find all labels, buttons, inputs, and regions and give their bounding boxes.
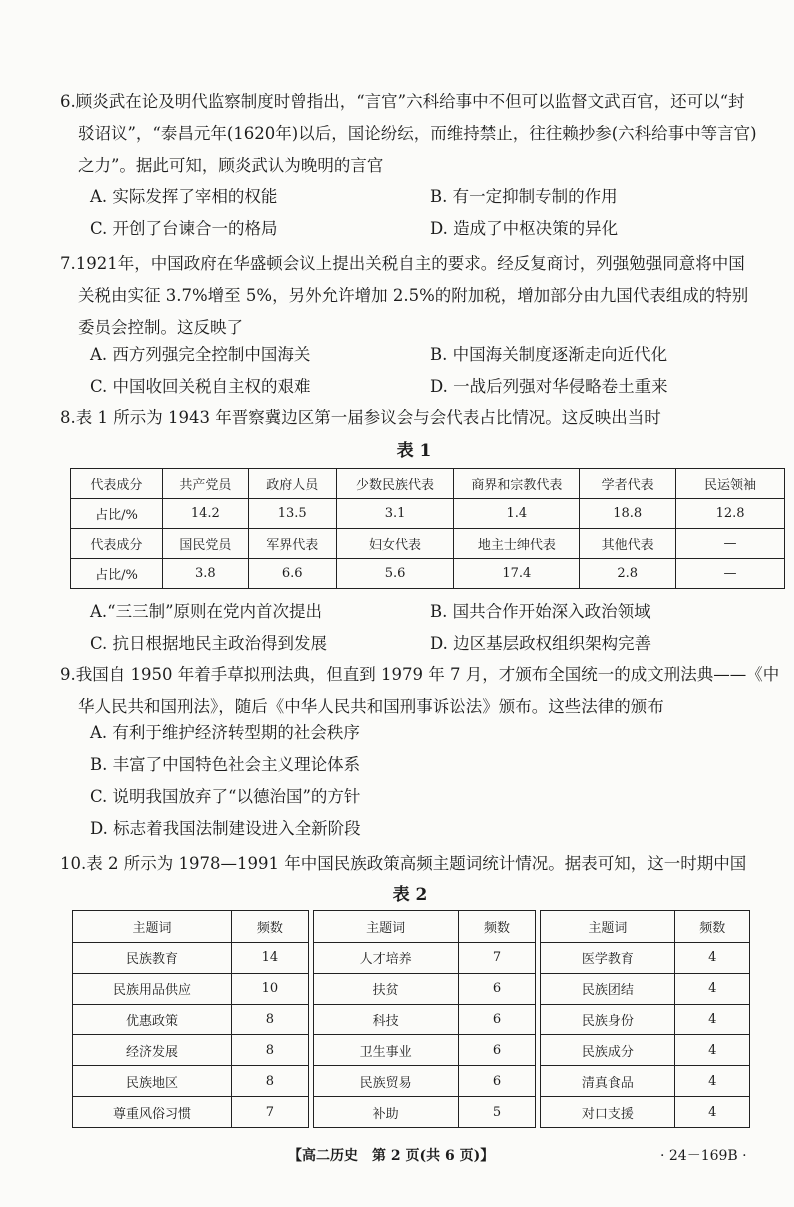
question-text-line: 之力”。据此可知，顾炎武认为晚明的言官 [78,156,384,175]
table-2-group-3 [540,910,750,1128]
table-row [313,1004,536,1035]
table-cell: 占比/% [71,559,163,589]
table-cell: 1.4 [454,499,580,529]
question-text-line: 关税由实征 3.7%增至 5%，另外允许增加 2.5%的附加税，增加部分由九国代表组成的特别 [78,286,749,305]
question-6-options [90,181,770,245]
option-b[interactable]: B. 国共合作开始深入政治领域 [430,602,651,621]
question-text-line: 8.表 1 所示为 1943 年晋察冀边区第一届参议会与会代表占比情况。这反映出当时 [60,408,661,427]
table-cell: 民族地区 [73,1066,232,1097]
table-cell: 学者代表 [580,469,676,499]
table-header-row [313,911,536,943]
table-cell: 代表成分 [71,529,163,559]
table-cell: 优惠政策 [73,1004,232,1035]
table-cell: 商界和宗教代表 [454,469,580,499]
table-row [313,973,536,1004]
option-c[interactable]: C. 中国收回关税自主权的艰难 [90,377,311,396]
question-text-line: 驳诏议”，“泰昌元年(1620年)以后，国论纷纭，而维持禁止，往往赖抄参(六科给事中等言官) [78,124,757,143]
table-cell: 民族团结 [541,973,675,1004]
question-6 [60,86,770,182]
table-cell: 其他代表 [580,529,676,559]
table-cell: 10 [232,973,309,1004]
table-row [71,469,785,499]
table-cell: 扶贫 [313,973,458,1004]
question-text-line: 华人民共和国刑法》，随后《中华人民共和国刑事诉讼法》颁布。这些法律的颁布 [78,697,664,716]
table-cell: 经济发展 [73,1035,232,1066]
table-row [541,1066,750,1097]
table-row [313,1097,536,1128]
option-d[interactable]: D. 标志着我国法制建设进入全新阶段 [90,819,361,838]
table-cell: 少数民族代表 [336,469,454,499]
table-cell: 科技 [313,1004,458,1035]
table-cell: 共产党员 [162,469,248,499]
option-b[interactable]: B. 有一定抑制专制的作用 [430,187,618,206]
table-cell: 妇女代表 [336,529,454,559]
table-cell: 12.8 [676,499,785,529]
table-1 [70,468,785,589]
table-row [73,1004,309,1035]
table-header-cell: 频数 [458,911,536,943]
table-header-cell: 频数 [232,911,309,943]
table-header-cell: 主题词 [313,911,458,943]
table-cell: 18.8 [580,499,676,529]
table-cell: 3.1 [336,499,454,529]
table-row [541,942,750,973]
table-cell: 5 [458,1097,536,1128]
table-cell: 国民党员 [162,529,248,559]
option-a[interactable]: A.“三三制”原则在党内首次提出 [90,602,323,621]
table-header-cell: 主题词 [73,911,232,943]
table-row [541,1097,750,1128]
table-cell: 13.5 [248,499,336,529]
table-row [541,1035,750,1066]
table-cell: 8 [232,1035,309,1066]
table-cell: 8 [232,1066,309,1097]
table-row [73,1066,309,1097]
page-footer-code: · 24－169B · [660,1148,747,1164]
question-7-options [90,339,770,403]
table-cell: 7 [232,1097,309,1128]
table-2 [72,910,750,1128]
table-cell: 8 [232,1004,309,1035]
table-1-caption: 表 1 [396,441,432,461]
table-cell: 政府人员 [248,469,336,499]
table-cell: 医学教育 [541,942,675,973]
question-text-line: 委员会控制。这反映了 [78,318,243,337]
table-cell: 4 [675,1066,750,1097]
table-cell: 民族身份 [541,1004,675,1035]
table-row [71,559,785,589]
option-a[interactable]: A. 西方列强完全控制中国海关 [90,345,311,364]
question-7 [60,248,770,344]
table-cell: 民运领袖 [676,469,785,499]
table-cell: 5.6 [336,559,454,589]
table-cell: 4 [675,973,750,1004]
table-cell: 4 [675,1097,750,1128]
option-d[interactable]: D. 一战后列强对华侵略卷土重来 [430,377,668,396]
question-10 [60,848,770,880]
table-header-cell: 主题词 [541,911,675,943]
table-cell: 2.8 [580,559,676,589]
table-header-cell: 频数 [675,911,750,943]
table-cell: 7 [458,942,536,973]
option-b[interactable]: B. 丰富了中国特色社会主义理论体系 [90,755,361,774]
option-c[interactable]: C. 抗日根据地民主政治得到发展 [90,634,328,653]
question-text-line: 7.1921年，中国政府在华盛顿会议上提出关税自主的要求。经反复商讨，列强勉强同意将中国 [60,254,745,273]
table-cell: 民族贸易 [313,1066,458,1097]
question-9 [60,659,780,723]
page-footer-title: 【高二历史 第 2 页(共 6 页)】 [288,1148,495,1164]
table-cell: 17.4 [454,559,580,589]
option-c[interactable]: C. 说明我国放弃了“以德治国”的方针 [90,787,361,806]
table-cell: 14 [232,942,309,973]
table-cell: 卫生事业 [313,1035,458,1066]
table-row [313,1066,536,1097]
table-cell: 人才培养 [313,942,458,973]
table-cell: 地主士绅代表 [454,529,580,559]
option-a[interactable]: A. 实际发挥了宰相的权能 [90,187,278,206]
table-cell: 6 [458,1004,536,1035]
table-cell: 4 [675,1035,750,1066]
question-8-options [90,596,770,660]
table-cell: 对口支援 [541,1097,675,1128]
table-2-group-1 [72,910,309,1128]
table-cell: 14.2 [162,499,248,529]
option-c[interactable]: C. 开创了台谏合一的格局 [90,219,278,238]
table-cell: 3.8 [162,559,248,589]
table-row [541,973,750,1004]
table-cell: 民族用品供应 [73,973,232,1004]
table-cell: 4 [675,942,750,973]
table-cell: 民族教育 [73,942,232,973]
table-cell: 6.6 [248,559,336,589]
table-cell: 6 [458,973,536,1004]
table-2-group-2 [313,910,537,1128]
table-row [73,942,309,973]
table-row [73,973,309,1004]
table-row [71,529,785,559]
table-cell: 6 [458,1035,536,1066]
option-b[interactable]: B. 中国海关制度逐渐走向近代化 [430,345,668,364]
table-cell: 民族成分 [541,1035,675,1066]
table-cell: 补助 [313,1097,458,1128]
question-8 [60,402,770,434]
table-row [73,1097,309,1128]
table-cell: 6 [458,1066,536,1097]
table-cell: — [676,529,785,559]
table-cell: 代表成分 [71,469,163,499]
table-cell: 占比/% [71,499,163,529]
option-a[interactable]: A. 有利于维护经济转型期的社会秩序 [90,723,360,742]
table-row [313,1035,536,1066]
table-row [541,1004,750,1035]
table-cell: 4 [675,1004,750,1035]
table-cell: 尊重风俗习惯 [73,1097,232,1128]
table-cell: 军界代表 [248,529,336,559]
question-text-line: 6.顾炎武在论及明代监察制度时曾指出，“言官”六科给事中不但可以监督文武百官，还可以“封 [60,92,745,111]
table-row [71,499,785,529]
table-row [73,1035,309,1066]
question-9-options [90,717,770,845]
question-text-line: 10.表 2 所示为 1978—1991 年中国民族政策高频主题词统计情况。据表可知，这一时期中国 [60,854,747,873]
table-row [313,942,536,973]
table-header-row [73,911,309,943]
table-2-caption: 表 2 [392,885,428,905]
table-cell: — [676,559,785,589]
table-header-row [541,911,750,943]
option-d[interactable]: D. 边区基层政权组织架构完善 [430,634,652,653]
question-text-line: 9.我国自 1950 年着手草拟刑法典，但直到 1979 年 7 月，才颁布全国统一的成文刑法典——《中 [60,665,780,684]
option-d[interactable]: D. 造成了中枢决策的异化 [430,219,619,238]
table-cell: 清真食品 [541,1066,675,1097]
